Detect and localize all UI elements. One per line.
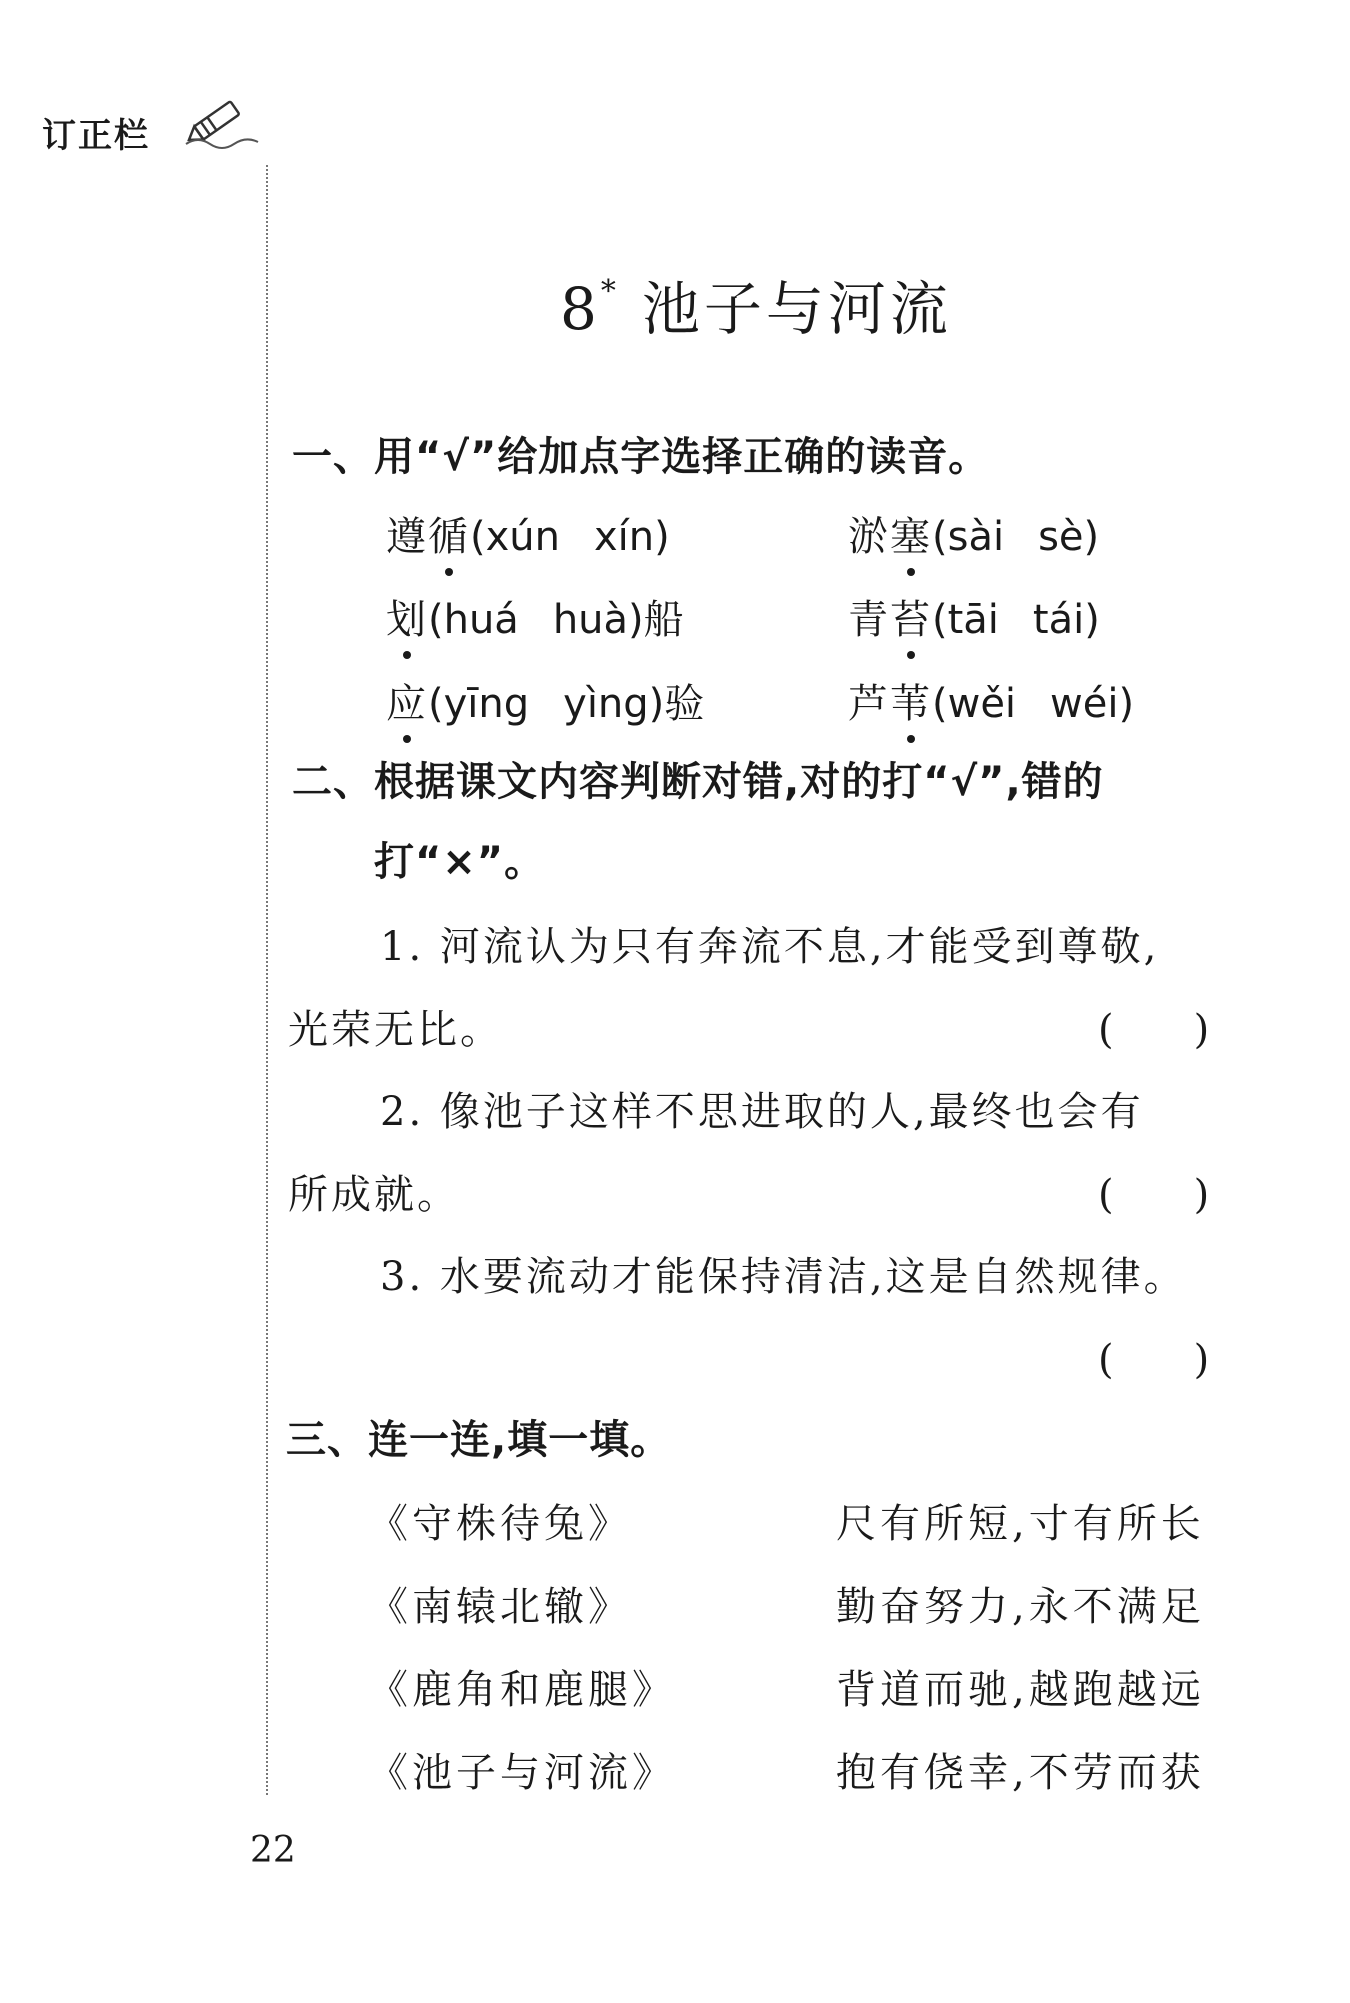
- dotted-char: 应: [386, 672, 428, 729]
- section-1-heading: 一、用“√”给加点字选择正确的读音。: [292, 434, 990, 480]
- match-book-2[interactable]: 《南辕北辙》: [368, 1584, 632, 1630]
- margin-dotted-divider: [266, 165, 268, 1795]
- pinyin-option-a[interactable]: (wěi: [932, 681, 1017, 727]
- match-moral-1[interactable]: 尺有所短,寸有所长: [836, 1501, 1205, 1547]
- pinyin-option-b[interactable]: sè): [1038, 514, 1100, 560]
- match-moral-2[interactable]: 勤奋努力,永不满足: [836, 1584, 1205, 1630]
- dotted-char: 划: [386, 588, 428, 645]
- pinyin-option-a[interactable]: (xún: [470, 514, 560, 560]
- pinyin-option-a[interactable]: (sài: [932, 514, 1005, 560]
- dotted-char: 循: [428, 505, 470, 562]
- section-3-heading: 三、连一连,填一填。: [286, 1417, 672, 1463]
- lesson-title: [560, 262, 952, 346]
- judge-item-1-line1: 1. 河流认为只有奔流不息,才能受到尊敬,: [380, 924, 1160, 970]
- dotted-char: 塞: [890, 505, 932, 562]
- lesson-title-text: 池子与河流: [641, 275, 952, 343]
- match-book-3[interactable]: 《鹿角和鹿腿》: [368, 1667, 676, 1713]
- dotted-char: 苇: [890, 672, 932, 729]
- pinyin-item-2: 淤塞(sài sè): [848, 505, 1099, 562]
- judge-answer-box-1[interactable]: ( ): [1098, 1007, 1210, 1053]
- pinyin-option-b[interactable]: yìng): [563, 681, 665, 727]
- match-moral-3[interactable]: 背道而驰,越跑越远: [836, 1667, 1205, 1713]
- pencil-icon: [178, 92, 268, 156]
- pinyin-option-a[interactable]: (yīng: [428, 681, 530, 727]
- pinyin-item-4: 青苔(tāi tái): [848, 588, 1100, 645]
- pinyin-option-a[interactable]: (tāi: [932, 597, 999, 643]
- pinyin-option-b[interactable]: wéi): [1050, 681, 1135, 727]
- lesson-number: 8: [560, 275, 601, 343]
- dotted-char: 苔: [890, 588, 932, 645]
- pinyin-option-a[interactable]: (huá: [428, 597, 519, 643]
- match-book-1[interactable]: 《守株待兔》: [368, 1501, 632, 1547]
- pinyin-item-1: 遵循(xún xín): [386, 505, 670, 562]
- pinyin-item-3: 划(huá huà)船: [386, 588, 686, 645]
- correction-column-label: 订正栏: [42, 116, 150, 156]
- judge-item-3-line1: 3. 水要流动才能保持清洁,这是自然规律。: [380, 1254, 1187, 1300]
- match-book-4[interactable]: 《池子与河流》: [368, 1750, 676, 1796]
- pinyin-item-6: 芦苇(wěi wéi): [848, 672, 1134, 729]
- judge-item-2-line2: 所成就。: [288, 1172, 460, 1218]
- judge-answer-box-2[interactable]: ( ): [1098, 1172, 1210, 1218]
- judge-item-2-line1: 2. 像池子这样不思进取的人,最终也会有: [380, 1089, 1144, 1135]
- section-2-heading-line1: 二、根据课文内容判断对错,对的打“√”,错的: [292, 759, 1104, 805]
- judge-answer-box-3[interactable]: ( ): [1098, 1337, 1210, 1383]
- pinyin-item-5: 应(yīng yìng)验: [386, 672, 706, 729]
- match-moral-4[interactable]: 抱有侥幸,不劳而获: [836, 1750, 1205, 1796]
- pinyin-option-b[interactable]: tái): [1032, 597, 1100, 643]
- lesson-star-mark: *: [600, 273, 620, 309]
- judge-item-1-line2: 光荣无比。: [288, 1007, 503, 1053]
- section-2-heading-line2: 打“×”。: [374, 839, 546, 885]
- pinyin-option-b[interactable]: huà): [552, 597, 644, 643]
- page-number: 22: [250, 1830, 296, 1871]
- pinyin-option-b[interactable]: xín): [593, 514, 670, 560]
